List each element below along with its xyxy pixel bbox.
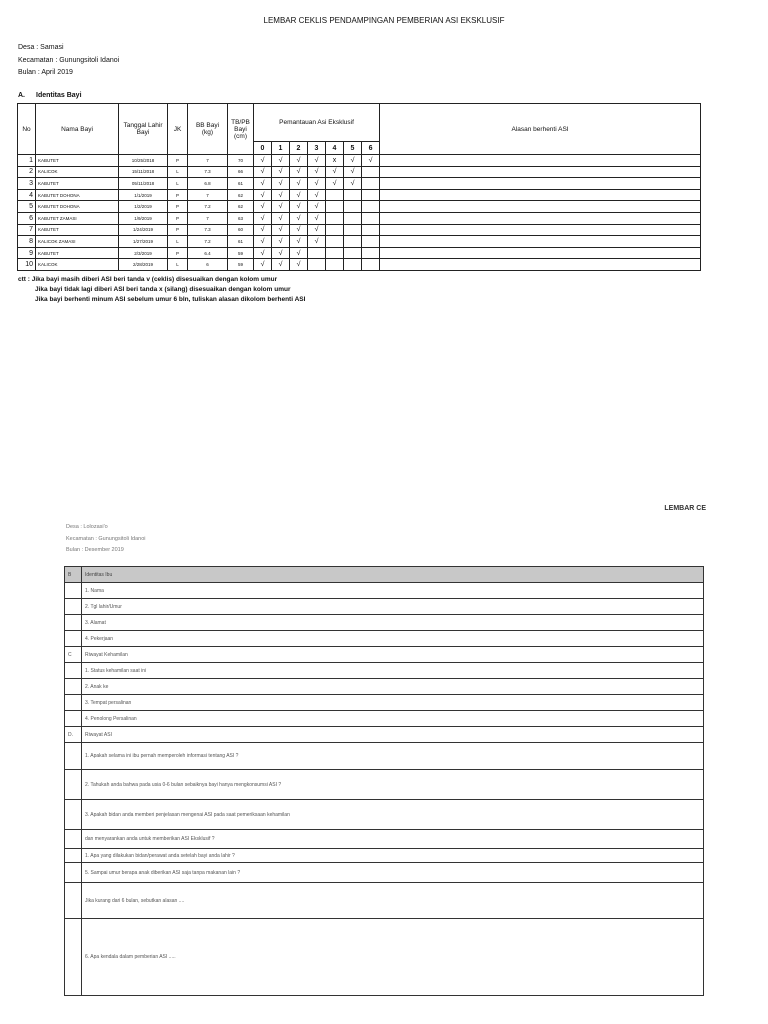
row-alasan <box>380 236 701 248</box>
page2-title-fragment: LEMBAR CE <box>664 505 706 512</box>
table-row <box>18 201 701 213</box>
table-row <box>18 224 701 236</box>
section-letter: A. <box>18 92 25 99</box>
page2-kecamatan-label: Kecamatan : Gunungsitoli Idanoi <box>66 536 146 542</box>
row-check-month-5 <box>344 201 362 213</box>
row-alasan <box>380 201 701 213</box>
row-tb: 62 <box>228 201 254 213</box>
row-jk: P <box>168 212 188 224</box>
row-check-month-4 <box>326 224 344 236</box>
note-line: Jika bayi berhenti minum ASI sebelum umur 6 bln, tuliskan alasan dikolom berhenti ASI <box>35 296 306 304</box>
row-alasan <box>380 224 701 236</box>
row-check-month-0: √ <box>254 178 272 190</box>
row-check-month-2: √ <box>290 247 308 259</box>
questionnaire-item: 2. Tgl lahir/Umur <box>82 599 704 615</box>
questionnaire-item: 4. Penolong Persalinan <box>82 711 704 727</box>
questionnaire-section-letter <box>65 883 82 919</box>
row-check-month-6 <box>362 212 380 224</box>
row-no: 4 <box>18 189 36 201</box>
questionnaire-item: 5. Sampai umur berapa anak diberikan ASI saja tanpa makanan lain ? <box>82 863 704 883</box>
header-month: 3 <box>308 142 326 155</box>
questionnaire-item: 6. Apa kendala dalam pemberian ASI ..... <box>82 919 704 996</box>
row-nama-bayi: KALICOK <box>36 259 119 271</box>
row-no: 2 <box>18 166 36 178</box>
row-bb: 7.3 <box>188 166 228 178</box>
questionnaire-section-letter <box>65 583 82 599</box>
questionnaire-section-letter <box>65 919 82 996</box>
header-month: 2 <box>290 142 308 155</box>
row-alasan <box>380 189 701 201</box>
questionnaire-section-letter <box>65 830 82 849</box>
questionnaire-item: 3. Tempat persalinan <box>82 695 704 711</box>
row-bb: 7.3 <box>188 224 228 236</box>
row-check-month-3 <box>308 247 326 259</box>
row-tb: 61 <box>228 236 254 248</box>
table-row <box>18 155 701 167</box>
questionnaire-row <box>65 567 704 583</box>
row-no: 6 <box>18 212 36 224</box>
page2-bulan-label: Bulan : Desember 2019 <box>66 547 124 553</box>
row-check-month-1: √ <box>272 155 290 167</box>
questionnaire-section-letter <box>65 663 82 679</box>
questionnaire-section-letter: B <box>65 567 82 583</box>
notes-block <box>18 275 305 305</box>
questionnaire-item: 3. Apakah bidan anda memberi penjelasan mengenai ASI pada saat pemeriksaan kehamilan <box>82 800 704 830</box>
row-tanggal-lahir: 10/25/2018 <box>119 155 168 167</box>
row-tb: 60 <box>228 224 254 236</box>
questionnaire-section-letter <box>65 849 82 863</box>
questionnaire-section-letter: D. <box>65 727 82 743</box>
row-check-month-2: √ <box>290 189 308 201</box>
row-tb: 59 <box>228 247 254 259</box>
header-month: 5 <box>344 142 362 155</box>
row-check-month-5 <box>344 212 362 224</box>
row-check-month-1: √ <box>272 212 290 224</box>
row-check-month-2: √ <box>290 212 308 224</box>
row-check-month-5: √ <box>344 166 362 178</box>
header-nama-bayi: Nama Bayi <box>36 104 119 155</box>
row-alasan <box>380 166 701 178</box>
row-check-month-6 <box>362 224 380 236</box>
row-check-month-3: √ <box>308 189 326 201</box>
row-nama-bayi: KABUTET <box>36 247 119 259</box>
row-jk: L <box>168 259 188 271</box>
questionnaire-row <box>65 615 704 631</box>
table-row <box>18 166 701 178</box>
row-bb: 7.2 <box>188 236 228 248</box>
row-check-month-2: √ <box>290 178 308 190</box>
row-nama-bayi: KABUTET <box>36 224 119 236</box>
row-check-month-0: √ <box>254 201 272 213</box>
row-check-month-1: √ <box>272 166 290 178</box>
questionnaire-item: 4. Pekerjaan <box>82 631 704 647</box>
row-check-month-5: √ <box>344 178 362 190</box>
row-bb: 7 <box>188 189 228 201</box>
questionnaire-row <box>65 631 704 647</box>
questionnaire-row <box>65 695 704 711</box>
questionnaire-section-letter <box>65 711 82 727</box>
row-check-month-0: √ <box>254 247 272 259</box>
row-check-month-0: √ <box>254 155 272 167</box>
questionnaire-item: 3. Alamat <box>82 615 704 631</box>
questionnaire-item: 1. Nama <box>82 583 704 599</box>
row-check-month-6 <box>362 236 380 248</box>
row-check-month-0: √ <box>254 189 272 201</box>
row-check-month-2: √ <box>290 224 308 236</box>
row-check-month-1: √ <box>272 224 290 236</box>
table-body <box>18 155 701 271</box>
row-tanggal-lahir: 1/1/2019 <box>119 189 168 201</box>
row-tb: 62 <box>228 189 254 201</box>
row-jk: L <box>168 178 188 190</box>
questionnaire-row <box>65 583 704 599</box>
row-bb: 6.8 <box>188 178 228 190</box>
row-check-month-6: √ <box>362 155 380 167</box>
row-nama-bayi: KABUTET <box>36 155 119 167</box>
questionnaire-section-letter <box>65 800 82 830</box>
row-check-month-2: √ <box>290 166 308 178</box>
questionnaire-section-letter <box>65 679 82 695</box>
row-check-month-5 <box>344 236 362 248</box>
header-month: 1 <box>272 142 290 155</box>
row-check-month-4 <box>326 247 344 259</box>
table-row <box>18 189 701 201</box>
row-jk: P <box>168 201 188 213</box>
page-title: LEMBAR CEKLIS PENDAMPINGAN PEMBERIAN ASI EKSKLUSIF <box>263 16 505 25</box>
row-check-month-3: √ <box>308 178 326 190</box>
row-check-month-0: √ <box>254 224 272 236</box>
row-check-month-1: √ <box>272 236 290 248</box>
row-jk: L <box>168 236 188 248</box>
row-nama-bayi: KABUTET DOHONA <box>36 189 119 201</box>
questionnaire-row <box>65 647 704 663</box>
header-month: 0 <box>254 142 272 155</box>
header-bb-bayi: BB Bayi (kg) <box>188 104 228 155</box>
row-check-month-0: √ <box>254 166 272 178</box>
row-no: 3 <box>18 178 36 190</box>
row-check-month-3: √ <box>308 201 326 213</box>
row-tb: 66 <box>228 166 254 178</box>
row-no: 5 <box>18 201 36 213</box>
questionnaire-row <box>65 743 704 770</box>
questionnaire-row <box>65 663 704 679</box>
row-check-month-6 <box>362 166 380 178</box>
row-check-month-3: √ <box>308 224 326 236</box>
row-check-month-5 <box>344 189 362 201</box>
questionnaire-table <box>64 566 704 996</box>
questionnaire-section-letter <box>65 863 82 883</box>
row-tb: 61 <box>228 178 254 190</box>
row-tb: 70 <box>228 155 254 167</box>
row-check-month-2: √ <box>290 155 308 167</box>
row-check-month-4: √ <box>326 178 344 190</box>
header-alasan-berhenti: Alasan berhenti ASI <box>380 104 701 155</box>
row-jk: P <box>168 224 188 236</box>
row-check-month-4 <box>326 212 344 224</box>
row-check-month-3: √ <box>308 212 326 224</box>
questionnaire-row <box>65 830 704 849</box>
questionnaire-item: 1. Apa yang dilakukan bidan/perawat anda setelah bayi anda lahir ? <box>82 849 704 863</box>
row-jk: P <box>168 247 188 259</box>
table-row <box>18 247 701 259</box>
row-check-month-1: √ <box>272 259 290 271</box>
row-check-month-1: √ <box>272 178 290 190</box>
row-bb: 6.4 <box>188 247 228 259</box>
row-check-month-4: √ <box>326 166 344 178</box>
row-nama-bayi: KALICOK ZAMASI <box>36 236 119 248</box>
row-no: 1 <box>18 155 36 167</box>
questionnaire-item: Identitas Ibu <box>82 567 704 583</box>
row-tanggal-lahir: 2/3/2019 <box>119 247 168 259</box>
row-alasan <box>380 247 701 259</box>
table-row <box>18 178 701 190</box>
row-check-month-4 <box>326 259 344 271</box>
row-check-month-0: √ <box>254 236 272 248</box>
row-check-month-6 <box>362 247 380 259</box>
table-row <box>18 259 701 271</box>
row-alasan <box>380 155 701 167</box>
row-check-month-2: √ <box>290 236 308 248</box>
row-no: 7 <box>18 224 36 236</box>
row-check-month-1: √ <box>272 201 290 213</box>
questionnaire-section-letter <box>65 599 82 615</box>
row-alasan <box>380 178 701 190</box>
row-no: 10 <box>18 259 36 271</box>
row-check-month-5 <box>344 259 362 271</box>
row-bb: 7.2 <box>188 201 228 213</box>
row-bb: 7 <box>188 212 228 224</box>
questionnaire-item: 1. Status kehamilan saat ini <box>82 663 704 679</box>
row-tanggal-lahir: 2/28/2019 <box>119 259 168 271</box>
header-tb-bayi: TB/PB Bayi (cm) <box>228 104 254 155</box>
row-tanggal-lahir: 05/11/2018 <box>119 178 168 190</box>
row-check-month-3: √ <box>308 155 326 167</box>
row-check-month-5 <box>344 224 362 236</box>
questionnaire-row <box>65 883 704 919</box>
row-tb: 63 <box>228 212 254 224</box>
note-line: Jika bayi tidak lagi diberi ASI beri tanda x (silang) disesuaikan dengan kolom umur <box>35 286 291 294</box>
questionnaire-section-letter <box>65 615 82 631</box>
header-no: No <box>18 104 36 155</box>
row-alasan <box>380 212 701 224</box>
row-bb: 7 <box>188 155 228 167</box>
questionnaire-row <box>65 599 704 615</box>
table-row <box>18 212 701 224</box>
questionnaire-item: Jika kurang dari 6 bulan, sebutkan alasan .... <box>82 883 704 919</box>
questionnaire-row <box>65 727 704 743</box>
row-check-month-2: √ <box>290 259 308 271</box>
questionnaire-section-letter <box>65 631 82 647</box>
row-check-month-5 <box>344 247 362 259</box>
row-nama-bayi: KABUTET DOHONA <box>36 201 119 213</box>
row-tanggal-lahir: 1/2/2019 <box>119 201 168 213</box>
row-bb: 6 <box>188 259 228 271</box>
note-line: ctt : Jika bayi masih diberi ASI beri tanda v (ceklis) disesuaikan dengan kolom umur <box>18 276 278 283</box>
questionnaire-row <box>65 849 704 863</box>
row-check-month-1: √ <box>272 247 290 259</box>
header-jk: JK <box>168 104 188 155</box>
page2-desa-label: Desa : Lolozasi'o <box>66 524 108 530</box>
row-check-month-6 <box>362 259 380 271</box>
questionnaire-row <box>65 863 704 883</box>
row-check-month-4: x <box>326 155 344 167</box>
header-month: 4 <box>326 142 344 155</box>
row-check-month-4 <box>326 236 344 248</box>
row-nama-bayi: KABUTET ZAMASI <box>36 212 119 224</box>
questionnaire-item: 1. Apakah selama ini ibu pernah memperoleh informasi tentang ASI ? <box>82 743 704 770</box>
row-check-month-6 <box>362 178 380 190</box>
row-tb: 59 <box>228 259 254 271</box>
bulan-label: Bulan : April 2019 <box>18 69 73 76</box>
row-no: 9 <box>18 247 36 259</box>
row-jk: L <box>168 166 188 178</box>
questionnaire-item: 2. Tahukah anda bahwa pada usia 0-6 bulan sebaiknya bayi hanya mengkonsumsi ASI ? <box>82 770 704 800</box>
identitas-bayi-table <box>17 103 701 271</box>
questionnaire-item: Riwayat ASI <box>82 727 704 743</box>
questionnaire-section-letter: C <box>65 647 82 663</box>
row-check-month-3: √ <box>308 166 326 178</box>
questionnaire-row <box>65 770 704 800</box>
questionnaire-row <box>65 679 704 695</box>
row-check-month-1: √ <box>272 189 290 201</box>
row-tanggal-lahir: 15/11/2018 <box>119 166 168 178</box>
header-pemantauan: Pemantauan Asi Eksklusif <box>254 104 380 142</box>
section-identitas-bayi <box>18 92 82 99</box>
row-check-month-0: √ <box>254 212 272 224</box>
row-tanggal-lahir: 1/24/2019 <box>119 224 168 236</box>
row-nama-bayi: KALICOK <box>36 166 119 178</box>
questionnaire-body <box>65 567 704 996</box>
row-tanggal-lahir: 1/9/2019 <box>119 212 168 224</box>
kecamatan-label: Kecamatan : Gunungsitoli Idanoi <box>18 57 120 64</box>
table-row <box>18 236 701 248</box>
questionnaire-section-letter <box>65 743 82 770</box>
desa-label: Desa : Samasi <box>18 44 64 51</box>
questionnaire-item: dan menyarankan anda untuk memberikan ASI Eksklusif ? <box>82 830 704 849</box>
questionnaire-row <box>65 919 704 996</box>
row-jk: P <box>168 155 188 167</box>
row-check-month-4 <box>326 189 344 201</box>
row-check-month-5: √ <box>344 155 362 167</box>
header-tanggal-lahir: Tanggal Lahir Bayi <box>119 104 168 155</box>
row-check-month-6 <box>362 189 380 201</box>
questionnaire-row <box>65 711 704 727</box>
row-check-month-3 <box>308 259 326 271</box>
questionnaire-item: 2. Anak ke <box>82 679 704 695</box>
questionnaire-section-letter <box>65 695 82 711</box>
row-no: 8 <box>18 236 36 248</box>
row-check-month-6 <box>362 201 380 213</box>
section-label: Identitas Bayi <box>36 92 82 99</box>
questionnaire-row <box>65 800 704 830</box>
questionnaire-item: Riwayat Kehamilan <box>82 647 704 663</box>
row-check-month-2: √ <box>290 201 308 213</box>
row-check-month-3: √ <box>308 236 326 248</box>
row-nama-bayi: KABUTET <box>36 178 119 190</box>
header-month: 6 <box>362 142 380 155</box>
questionnaire-section-letter <box>65 770 82 800</box>
row-check-month-0: √ <box>254 259 272 271</box>
row-alasan <box>380 259 701 271</box>
row-jk: P <box>168 189 188 201</box>
row-tanggal-lahir: 1/27/2019 <box>119 236 168 248</box>
row-check-month-4 <box>326 201 344 213</box>
